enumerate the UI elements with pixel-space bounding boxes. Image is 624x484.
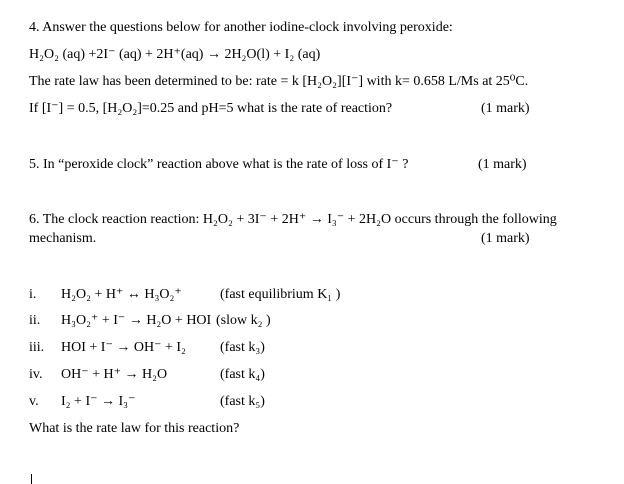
step-note: (slow k₂ ) — [216, 313, 271, 328]
q4-intro: 4. Answer the questions below for another iodine-clock involving peroxide: — [29, 20, 453, 35]
step-reaction: OH⁻ + H⁺ → H₂O — [61, 367, 168, 382]
step-reaction: H₂O₂ + H⁺ ↔ H₃O₂⁺ — [61, 287, 182, 302]
q6-line2: mechanism. — [29, 231, 97, 246]
q6-mark: (1 mark) — [481, 231, 530, 246]
q4-question: If [I⁻] = 0.5, [H₂O₂]=0.25 and pH=5 what is the rate of reaction? — [29, 101, 393, 116]
q4-equation: H₂O₂ (aq) +2I⁻ (aq) + 2H⁺(aq) → 2H₂O(l) + I₂ (aq) — [29, 47, 321, 62]
q5-mark: (1 mark) — [478, 157, 527, 172]
q4-mark: (1 mark) — [481, 101, 530, 116]
step-number: iii. — [29, 340, 45, 355]
step-note: (fast k₅) — [220, 394, 265, 409]
step-number: i. — [29, 287, 37, 302]
step-reaction: HOI + I⁻ → OH⁻ + I₂ — [61, 340, 186, 355]
q5-question: 5. In “peroxide clock” reaction above what is the rate of loss of I⁻ ? — [29, 157, 409, 172]
q4-rate-law: The rate law has been determined to be: rate = k [H₂O₂][I⁻] with k= 0.658 L/Ms at 25⁰C. — [29, 74, 529, 89]
step-number: iv. — [29, 367, 43, 382]
step-number: ii. — [29, 313, 41, 328]
q6-question: What is the rate law for this reaction? — [29, 421, 240, 436]
step-note: (fast equilibrium K₁ ) — [220, 287, 341, 302]
step-note: (fast k₄) — [220, 367, 265, 382]
step-number: v. — [29, 394, 39, 409]
q6-line1: 6. The clock reaction reaction: H₂O₂ + 3I⁻ + 2H⁺ → I₃⁻ + 2H₂O occurs through the following — [29, 212, 557, 227]
step-note: (fast k₃) — [220, 340, 265, 355]
step-reaction: H₃O₂⁺ + I⁻ → H₂O + HOI — [61, 313, 212, 328]
text-cursor[interactable] — [31, 474, 32, 484]
step-reaction: I₂ + I⁻ → I₃⁻ — [61, 394, 136, 409]
